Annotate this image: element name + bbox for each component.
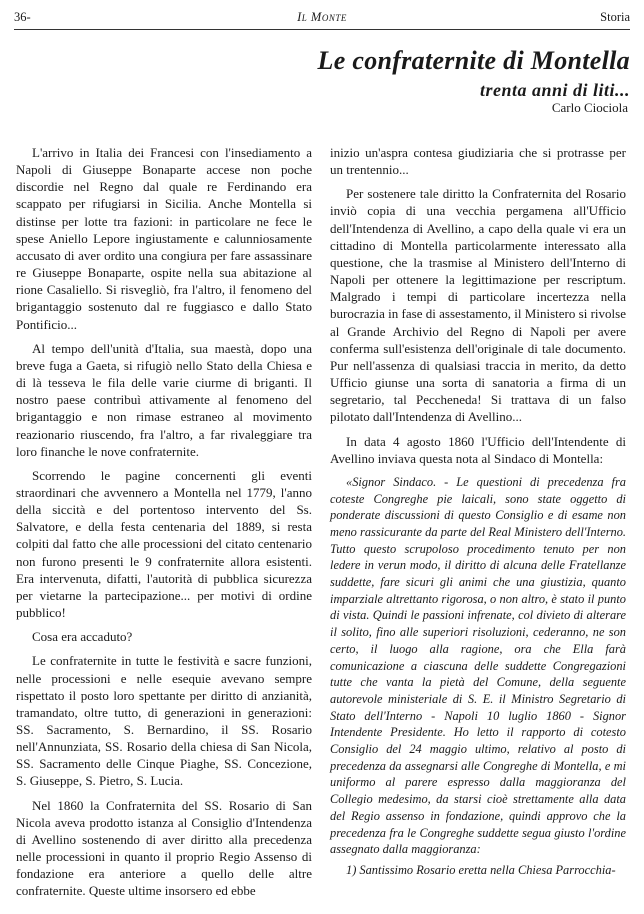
page-number: 36- [14, 10, 31, 24]
magazine-name: Il Monte [297, 10, 347, 24]
running-header [14, 10, 630, 30]
left-column [16, 144, 312, 907]
article-author: Carlo Ciociola [551, 100, 628, 115]
section-name: Storia [600, 10, 630, 24]
header-rule [14, 29, 630, 30]
paragraph: L'arrivo in Italia dei Francesi con l'insediamento a Napoli di Giuseppe Bonaparte accese non poche discordie nel Regno dal quale re Ferdinando era scappato per rifugiarsi in Sicilia. Anche Montella si distinse per lotte tra fazioni: in particolare ne fece le spese Aniello Lepore ingiustamente e calunniosamente accusato di aver ordito una congiura per fare assassinare re Giuseppe Bonaparte, ospite nella sua abitazione al rione Casaliello. Si risvegliò, fra l'altro, il fenomeno del brigantaggio sostenuto dal re fuggiasco e dallo Stato Pontificio... [16, 145, 312, 332]
list-item: 1) Santissimo Rosario eretta nella Chiesa Parrocchia- [346, 862, 616, 877]
paragraph-continuation: inizio un'aspra contesa giudiziaria che si protrasse per un trentennio... [330, 145, 626, 178]
article-title: Le confraternite di Montella [317, 46, 630, 75]
right-column [330, 144, 626, 879]
quoted-letter: «Signor Sindaco. - Le questioni di precedenza fra coteste Congreghe pie laicali, sono state oggetto di ponderate discussioni di questo Consiglio e di esame non meno rassicurante da parte del Real Ministero dell'Interno. Tutto questo scrupoloso procedimento tenuto per non ledere in verun modo, il diritto di alcuna delle Fratellanze suddette, fare sicuri gli animi che una giustizia, quanto imparziale altrettanto rigorosa, o non altro, è stato il punto di vista. Quindi le passioni infrenate, col divieto di alterare il solito, fino alle superiori risoluzioni, cederanno, ne son certo, il luogo alla ragione, ora che Ella farà comunicazione a ciascuna delle suddette Congregazioni tutte che vanta la pietà del Comune, della seguente autorevole ministeriale di S. E. il Ministro Segretario di Stato dell'Interno - Napoli 10 luglio 1860 - Signor Intendente Presidente. Ho letto il rapporto di cotesto Consiglio del 24 maggio ultimo, relativo al posto di precedenza da assegnarsi alle Congreghe di Montella, e mi uniformo al parere espresso dalla maggioranza del Collegio medesimo, da starsi cioè strettamente alla data del Regio assenso in fondazione, quindi approvo che la precedenza fra le Congreghe suddette segua giusto l'ordine assegnato dalla maggioranza: [330, 474, 626, 857]
paragraph: Cosa era accaduto? [32, 629, 133, 645]
paragraph: Scorrendo le pagine concernenti gli eventi straordinari che avvennero a Montella nel 1779, l'anno della siccità e del portentoso intervento del Ss. Salvatore, e della festa centenaria del 1889, si resta colpiti dal fatto che alle processioni del citato centenario non furono presenti le 9 confraternite allora esistenti. Era intervenuta, difatti, l'autorità di pubblica sicurezza per vietarne la partecipazione... per motivi di ordine pubblico! [16, 467, 312, 621]
paragraph: Nel 1860 la Confraternita del SS. Rosario di San Nicola aveva prodotto istanza al Consiglio d'Intendenza di Avellino sostenendo di aver diritto alla precedenza nelle processioni in quanto il proprio Regio Assenso di fondazione era anteriore a quello delle altre confraternite. Queste ultime insorsero ed ebbe [16, 797, 312, 899]
paragraph: Al tempo dell'unità d'Italia, sua maestà, dopo una breve fuga a Gaeta, si rifugiò nello Stato della Chiesa e di là tesseva le fila delle varie ciurme di briganti. Il nostro paese contribuì attivamente al fenomeno del brigantaggio e non rimase estraneo al movimento reazionario riuscendo, fra l'altro, a far rivaleggiare tra loro finanche le nove confraternite. [16, 340, 312, 459]
paragraph: Per sostenere tale diritto la Confraternita del Rosario inviò copia di una vecchia pergamena all'Ufficio dell'Intendenza di Avellino, a capo della quale vi era un cittadino di Montella particolarmente interessato alla questione, che la trasmise al Ministero dell'Interno di Napoli per ottenere la legittimazione per rescriptum. Malgrado i tempi di particolare incertezza nella burocrazia in fase di assestamento, il Ministero si rivolse al Grande Archivio del Regno di Napoli per avere conferma sull'esistenza dell'originale di tale documento. Pur nell'assenza di qualsiasi traccia in merito, da detto Ufficio giunse una sorta di sanatoria a firma di un segretario, tal Peccheneda! Si trattava di un falso pilotato dall'Intendenza di Avellino... [330, 186, 626, 425]
paragraph: Le confraternite in tutte le festività e sacre funzioni, nelle processioni e nelle esequie avevano sempre rispettato il posto loro spettante per diritto di anzianità, tramandato, oltre tutto, di generazioni in generazioni: SS. Sacramento, S. Bernardino, il SS. Rosario nell'Annunziata, SS. Rosario della chiesa di San Nicola, SS. Sacramento delle Cinque Piaghe, SS. Concezione, S. Giuseppe, S. Pietro, S. Lucia. [16, 653, 312, 789]
article-subtitle: trenta anni di liti... [479, 80, 630, 100]
paragraph: In data 4 agosto 1860 l'Ufficio dell'Intendente di Avellino inviava questa nota al Sindaco di Montella: [330, 433, 626, 466]
